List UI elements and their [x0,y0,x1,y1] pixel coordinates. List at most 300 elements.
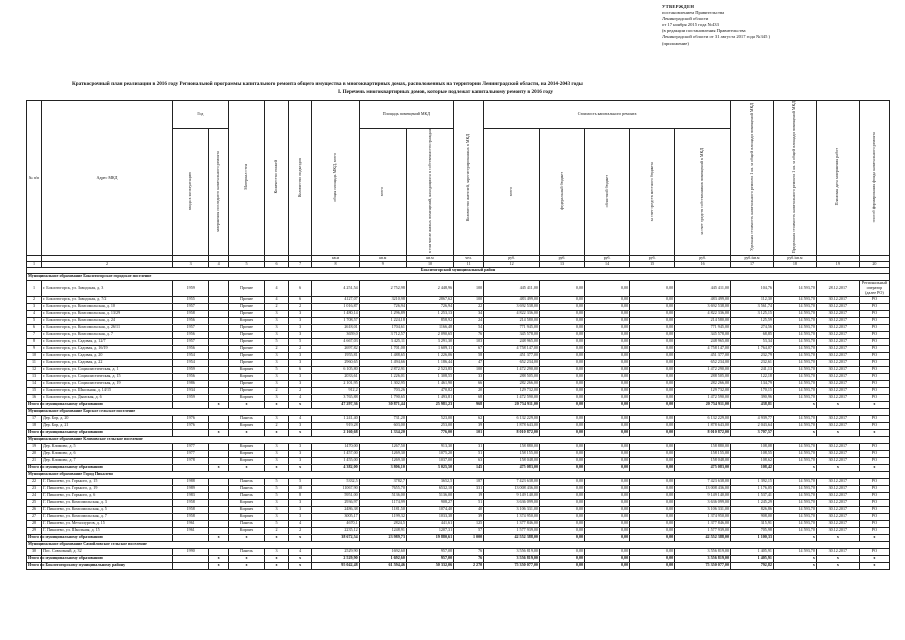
table-cell: x [209,464,228,471]
table-cell: 0,00 [630,310,675,317]
table-cell: 1075,20 [406,450,453,457]
table-cell: Г. Пикалево, ул. Горького, д. 6 [42,492,173,499]
table-cell: РО [859,359,889,366]
table-cell [209,485,228,492]
table-cell: 1990 [172,548,208,555]
document-subtitle: I. Перечень многоквартирных домов, которые подлежат капитальному ремонту в 2016 году [338,89,554,95]
table-cell: 4 758 147,00 [484,345,540,352]
table-cell: 112,30 [731,296,774,303]
table-cell: 5332,5 [312,478,359,485]
unit-label: кв.м [359,256,406,262]
section-heading-row [27,471,890,478]
table-cell: 20 [454,387,484,394]
table-cell: 0,00 [630,562,675,569]
table-cell: г. Бокситогорск, ул. Садовая, д. 16/19 [42,345,173,352]
table-cell: 345 578,00 [675,331,731,338]
table-cell [172,429,208,436]
table-cell: 14 593,70 [773,422,816,429]
table-cell: 3 556 819,00 [484,548,540,555]
table-cell: 14 593,70 [773,492,816,499]
table-cell: 652 234,00 [675,359,731,366]
table-cell: 75 350 077,00 [484,562,540,569]
table-cell: 1 226,06 [406,352,453,359]
table-row [27,520,890,527]
section-heading-row [27,541,890,548]
approval-label: УТВЕРЖДЕН [662,4,695,9]
table-row [27,331,890,338]
col-number: 9 [359,262,406,268]
table-cell: 2618,01 [312,324,359,331]
table-cell: 4670,1 [312,520,359,527]
header-cost-group: Стоимость капитального ремонта [484,101,731,129]
table-cell [209,303,228,310]
table-cell: 19 880,61 [406,534,453,541]
table-cell: 19 [27,443,42,450]
table-cell: 0,00 [539,513,584,520]
table-cell: 390,96 [731,394,774,401]
table-cell: 103 [454,338,484,345]
table-cell: 14 593,70 [773,415,816,422]
table-cell: x [228,429,264,436]
table-cell: 14 593,70 [773,324,816,331]
table-cell: 14 593,70 [773,345,816,352]
table-cell: 0,00 [630,380,675,387]
table-cell: Кирпич [228,450,264,457]
table-cell: Г. Пикалево, ул. Металлургов, д. 15 [42,520,173,527]
table-cell: 4 251,54 [312,280,359,296]
table-cell: 3 [288,513,312,520]
table-cell: Итого по муниципальному образованию [28,555,103,561]
table-cell: 42 552 388,00 [675,534,731,541]
table-cell: 1199,32 [359,513,406,520]
table-cell: 1 308,55 [406,373,453,380]
table-cell: Кирпич [228,443,264,450]
table-cell: г. Бокситогорск, ул. Комсомольская, д. 24 [42,317,173,324]
table-cell: 100 [454,280,484,296]
table-cell: РО [859,457,889,464]
table-cell: 100 [454,366,484,373]
col-number: 13 [539,262,584,268]
table-cell: 14 593,70 [773,352,816,359]
table-cell: 6 [288,296,312,303]
table-cell: 451 377,00 [675,352,731,359]
table-cell: РО [859,422,889,429]
table-cell: 0,00 [630,324,675,331]
total-row [27,534,890,541]
table-cell: 14 593,70 [773,338,816,345]
table-cell: 3 [265,324,289,331]
table-cell: РО [859,478,889,485]
table-cell: 1957 [172,338,208,345]
table-cell: 1959 [172,394,208,401]
table-cell: 21 [27,457,42,464]
table-cell: РО [859,520,889,527]
table-cell: 2 [265,387,289,394]
table-cell: 3 [265,457,289,464]
table-cell: 67 [454,345,484,352]
table-cell: 0,00 [539,527,584,534]
table-cell: 6 [288,280,312,296]
table-cell: 1 374 950,00 [484,513,540,520]
table-cell [209,478,228,485]
table-cell: 20 [27,450,42,457]
table-cell: 0,00 [585,324,630,331]
table-cell: 5 [265,338,289,345]
table-cell: 100 [454,296,484,303]
approval-line: (приложение) [662,40,689,46]
table-cell: 29 [27,527,42,534]
table-cell: г. Бокситогорск, ул. Школьная, д. 14/15 [42,387,173,394]
table-cell: Прочие [228,310,264,317]
table-cell: Прочие [228,359,264,366]
table-cell [209,422,228,429]
table-cell: 42 552 388,00 [484,534,540,541]
table-cell [209,366,228,373]
col-number: 1 [27,262,42,268]
table-cell: 1 577 939,00 [675,527,731,534]
table-cell: 2 090,65 [406,331,453,338]
table-cell: x [209,555,228,562]
header-wall-material: Материал стен [228,101,264,256]
table-cell: 0,00 [539,492,584,499]
table-cell: 331 [454,485,484,492]
table-cell: Г. Пикалево, ул. Комсомольская, д. 5 [42,506,173,513]
table-cell: 0,00 [630,485,675,492]
table-cell: 731,20 [359,415,406,422]
table-cell: 0,00 [630,352,675,359]
table-cell [209,373,228,380]
table-cell: 158 048,00 [675,457,731,464]
table-cell: 0,00 [539,562,584,569]
header-cost-federal: федеральный бюджет [539,129,584,256]
table-cell: РО [859,513,889,520]
table-cell: 30 [27,548,42,555]
table-cell [209,415,228,422]
table-cell: 6532,18 [406,485,453,492]
table-cell [209,317,228,324]
table-cell [209,380,228,387]
total-row [27,555,890,562]
table-cell: 445 411,00 [484,280,540,296]
table-cell: x [228,562,264,569]
table-cell: 3 692 538,00 [484,303,540,310]
table-cell: 1 392,15 [731,478,774,485]
table-cell: РО [859,387,889,394]
table-cell: 30.12.2017 [816,478,859,485]
table-cell: 30.12.2017 [816,296,859,303]
table-cell: Кирпич [228,394,264,401]
table-row [27,422,890,429]
table-cell: РО [859,303,889,310]
col-number: 14 [585,262,630,268]
table-cell: РО [859,499,889,506]
table-cell: 0,00 [630,443,675,450]
table-cell: 0,00 [630,548,675,555]
table-cell: Г. Пикалево, ул. Горького, д. 19 [42,485,173,492]
table-cell: РО [859,317,889,324]
table-row [27,450,890,457]
table-cell: 1958 [172,506,208,513]
table-cell: 30.12.2017 [816,331,859,338]
table-cell: 14 [27,380,42,387]
table-cell: 0,00 [630,373,675,380]
table-cell: 19 [454,492,484,499]
table-cell: 0,00 [630,394,675,401]
table-cell: 2824,5 [359,520,406,527]
table-cell: 0,00 [630,338,675,345]
table-cell: 16 [27,394,42,401]
table-cell: 6 132 229,00 [675,415,731,422]
header-total-area: общая площадь МКД, всего [312,101,359,256]
table-cell: 0,00 [630,457,675,464]
table-cell: РО [859,310,889,317]
table-row [27,296,890,303]
table-cell: 0,00 [585,527,630,534]
table-cell: 30.12.2017 [816,303,859,310]
table-row [27,324,890,331]
unit-label: руб./кв.м [731,256,774,262]
table-cell: 2 [288,303,312,310]
table-cell: 3782,7 [359,478,406,485]
table-cell: 11067,90 [312,485,359,492]
table-cell: 14 593,70 [773,303,816,310]
table-cell: 0,00 [539,394,584,401]
table-cell: 1 494,66 [359,359,406,366]
table-cell: 3 [265,380,289,387]
table-cell: x [816,464,859,471]
table-cell: 652 234,00 [484,359,540,366]
table-cell: 0,00 [539,359,584,366]
table-cell: 0,00 [539,555,584,562]
table-cell: 0,00 [585,422,630,429]
table-cell: 3 [288,422,312,429]
table-cell: 1 708,57 [312,317,359,324]
table-cell: 39 [454,513,484,520]
table-cell: Прочие [228,338,264,345]
table-cell: Итого по муниципальному образованию [28,401,103,407]
table-cell: 0,00 [630,331,675,338]
table-cell: 1 405,91 [731,555,774,562]
table-row [27,359,890,366]
table-cell: 158 155,00 [484,450,540,457]
table-cell: Кирпич [228,373,264,380]
table-cell: 0,00 [539,310,584,317]
table-cell: 23 [27,485,42,492]
table-cell: 3 025,50 [406,464,453,471]
table-cell: Итого по муниципальному образованию [28,429,103,435]
table-cell: 2867,62 [406,296,453,303]
table-cell: г. Бокситогорск, ул. Социалистическая, д. 1 [42,366,173,373]
table-cell: 919,28 [312,422,359,429]
table-cell: 912,2 [312,387,359,394]
header-cost-owners: за счет средств собственников помещений в МКД [675,129,731,256]
table-cell: 30.12.2017 [816,457,859,464]
table-cell: 248 965,00 [675,338,731,345]
table-cell: 3 707,57 [731,429,774,436]
table-cell: 0,00 [585,280,630,296]
table-cell: 1 245,29 [731,499,774,506]
table-cell: x [773,555,816,562]
table-cell: 30.12.2017 [816,338,859,345]
table-cell: 345 578,00 [484,331,540,338]
table-cell: 129 732,00 [484,387,540,394]
table-cell: 1074,40 [406,506,453,513]
table-cell: 10 [288,485,312,492]
table-cell: 0,00 [539,499,584,506]
table-cell: x [265,562,289,569]
table-cell: 908,00 [731,513,774,520]
table-cell: 0,00 [539,534,584,541]
table-cell: x [288,555,312,562]
table-cell: 7 [27,331,42,338]
table-cell: 0,00 [539,520,584,527]
table-cell: x [228,534,264,541]
table-cell: x [209,429,228,436]
table-cell: 1692,60 [359,548,406,555]
table-cell: 26 [27,506,42,513]
table-cell: 30.12.2017 [816,506,859,513]
table-cell: 3 [288,331,312,338]
table-cell: Региональный оператор (далее РО) [859,280,889,296]
table-cell: 14 593,70 [773,457,816,464]
table-cell: 3 806,10 [359,464,406,471]
table-cell: 14 593,70 [773,520,816,527]
section-heading: Муниципальное образование Самойловское сельское поселение [27,541,890,548]
table-cell: 2 [288,527,312,534]
table-cell: 1 488,65 [359,352,406,359]
table-cell: 14 593,70 [773,359,816,366]
table-cell: 1 [27,280,42,296]
table-cell: 1181,50 [359,506,406,513]
table-cell: 18 [27,422,42,429]
table-cell: 7655,70 [359,485,406,492]
table-cell: Итого по муниципальному образованию [28,464,103,470]
table-cell: x [265,534,289,541]
table-cell: 0,00 [585,513,630,520]
table-row [27,443,890,450]
table-cell: 5 [265,478,289,485]
table-cell: Дер. Бор, д. 21 [42,422,173,429]
table-cell: 13 008 436,00 [484,485,540,492]
table-cell: x [288,534,312,541]
table-cell: 441,61 [406,520,453,527]
table-cell: 129 732,00 [675,387,731,394]
table-cell [209,394,228,401]
table-cell: 776,00 [406,429,453,436]
table-cell: 2 448,96 [406,280,453,296]
table-cell [209,352,228,359]
table-cell: 0,00 [585,492,630,499]
table-cell [172,562,208,569]
table-cell: Прочие [228,324,264,331]
table-cell: 0,00 [630,280,675,296]
table-cell: 1 472 290,00 [675,366,731,373]
table-cell: 14 593,70 [773,373,816,380]
table-cell: 232,61 [731,359,774,366]
table-cell: 1934 [172,387,208,394]
table-cell: 5 [265,492,289,499]
table-cell: 3 [288,317,312,324]
table-cell: 9 149 140,00 [675,492,731,499]
header-max-unit-cost: Предельная стоимость капитального ремонта 1 кв. м общей площади помещений МКД [773,101,816,256]
table-cell: 3 [265,450,289,457]
table-cell: 4 382,00 [312,464,359,471]
table-cell: Пос. Совхозный, д. 32 [42,548,173,555]
table-cell: 3 556 819,00 [484,555,540,562]
table-cell: РО [859,492,889,499]
col-number: 15 [630,262,675,268]
table-cell: 3 [288,310,312,317]
table-cell: г. Бокситогорск, ул. Дымская, д. 6 [42,394,173,401]
table-cell: 1955 [172,296,208,303]
table-cell: РО [859,296,889,303]
approval-line: Ленинградской области от 31 августа 2017 года №345 ) [662,34,771,40]
table-cell: 1 186,44 [406,359,453,366]
table-cell: 288 505,00 [675,373,731,380]
table-cell: 0,00 [585,478,630,485]
table-cell: 14 593,70 [773,317,816,324]
district-heading: Бокситогорский муниципальный район [27,267,890,273]
table-cell: 57 [454,527,484,534]
table-cell: 1983 [172,492,208,499]
table-cell: 1958 [172,310,208,317]
table-cell: 2936,97 [312,499,359,506]
table-cell: 0,00 [539,317,584,324]
table-row [27,303,890,310]
table-cell: x [859,401,889,408]
table-cell: x [859,429,889,436]
table-cell: 0,00 [539,352,584,359]
header-cost-total: всего [484,129,540,256]
table-cell: x [773,401,816,408]
table-cell: 0,00 [630,534,675,541]
table-cell: Прочие [228,345,264,352]
table-cell: 771 945,00 [484,324,540,331]
table-cell: 3 [288,443,312,450]
table-cell: 0,00 [630,429,675,436]
table-cell: 0,00 [585,303,630,310]
document-title: Краткосрочный план реализации в 2016 году Региональной программы капитального ремонта общего имущества в многоквартирных домах, расположенных на территории Ленинградской области, на 2014-2043 годы [72,81,583,87]
table-cell: 3 712,57 [359,331,406,338]
table-cell [209,359,228,366]
header-num: № п/п [27,101,42,256]
table-cell: РО [859,527,889,534]
table-cell: 50 332,06 [406,562,453,569]
table-cell: 30.12.2017 [816,380,859,387]
table-cell: 47 297,36 [312,401,359,408]
table-cell [209,331,228,338]
table-cell: 63 [454,457,484,464]
table-cell: 0,00 [630,422,675,429]
total-row [27,401,890,408]
table-cell: Кирпич [228,513,264,520]
table-cell: 30.12.2017 [816,443,859,450]
header-year-commission: ввода в эксплуатацию [172,129,208,256]
table-cell: 158 880,00 [484,443,540,450]
table-cell: 4 822 336,00 [484,310,540,317]
table-cell: Панель [228,478,264,485]
table-cell: 1 609,11 [406,345,453,352]
unit-label: руб. [675,256,731,262]
table-cell: 3652,5 [406,478,453,485]
table-cell: 187 [454,478,484,485]
table-cell: 1704,61 [359,324,406,331]
table-cell: Дер. Бор, д. 20 [42,415,173,422]
table-cell: 51 [454,450,484,457]
table-cell: Итого по Бокситогорскому муниципальному району [28,562,126,568]
table-cell [209,296,228,303]
table-cell: 3 291,30 [406,338,453,345]
